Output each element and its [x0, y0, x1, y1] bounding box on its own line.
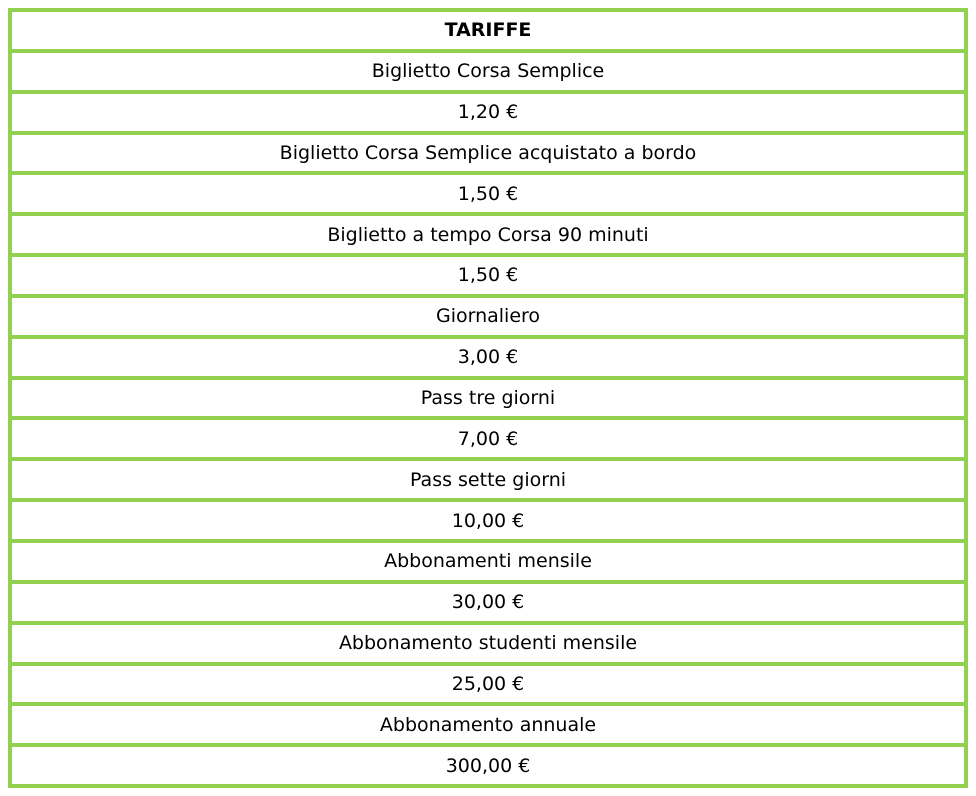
- ticket-price-corsa-semplice: 1,20 €: [12, 94, 964, 131]
- ticket-name-abbonamento-mensile: Abbonamenti mensile: [12, 543, 964, 580]
- ticket-name-corsa-semplice-a-bordo: Biglietto Corsa Semplice acquistato a bordo: [12, 135, 964, 172]
- ticket-price-abbonamento-mensile: 30,00 €: [12, 584, 964, 621]
- ticket-name-giornaliero: Giornaliero: [12, 298, 964, 335]
- table-header: TARIFFE: [12, 12, 964, 49]
- ticket-price-pass-sette-giorni: 10,00 €: [12, 502, 964, 539]
- ticket-name-pass-sette-giorni: Pass sette giorni: [12, 461, 964, 498]
- ticket-name-pass-tre-giorni: Pass tre giorni: [12, 380, 964, 417]
- ticket-price-pass-tre-giorni: 7,00 €: [12, 420, 964, 457]
- ticket-name-abbonamento-studenti: Abbonamento studenti mensile: [12, 625, 964, 662]
- tariff-table: [8, 8, 968, 788]
- ticket-price-corsa-semplice-a-bordo: 1,50 €: [12, 175, 964, 212]
- ticket-name-corsa-semplice: Biglietto Corsa Semplice: [12, 53, 964, 90]
- ticket-price-abbonamento-annuale: 300,00 €: [12, 747, 964, 784]
- ticket-price-abbonamento-studenti: 25,00 €: [12, 666, 964, 703]
- ticket-price-giornaliero: 3,00 €: [12, 339, 964, 376]
- ticket-price-90-minuti: 1,50 €: [12, 257, 964, 294]
- ticket-name-90-minuti: Biglietto a tempo Corsa 90 minuti: [12, 216, 964, 253]
- ticket-name-abbonamento-annuale: Abbonamento annuale: [12, 706, 964, 743]
